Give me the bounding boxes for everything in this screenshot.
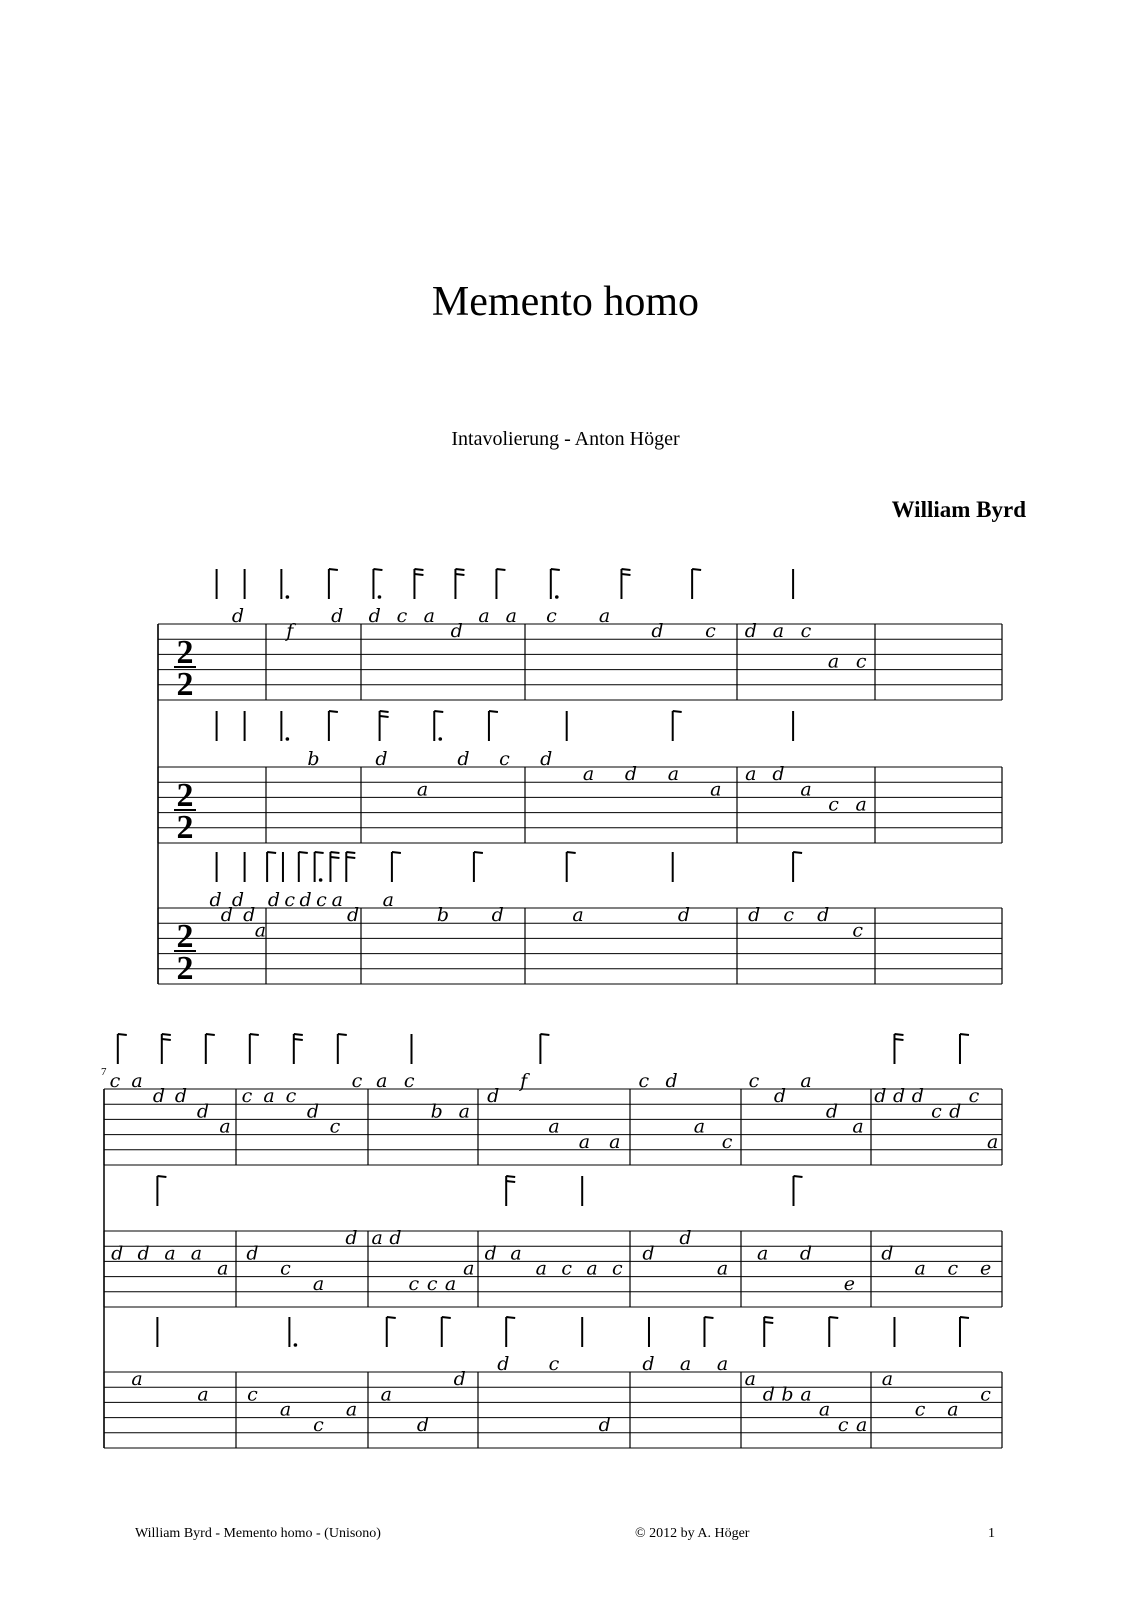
tab-letter: f	[520, 1070, 528, 1092]
tab-letter: a	[382, 889, 394, 911]
rhythm-flag	[315, 852, 324, 853]
composer-name: William Byrd	[891, 497, 1026, 522]
rhythm-flag	[380, 716, 389, 717]
tab-letter: a	[312, 1272, 325, 1295]
rhythm-flag	[455, 569, 464, 570]
tab-letter: c	[721, 1130, 733, 1153]
tab-letter: d	[911, 1085, 924, 1108]
tab-letter: d	[762, 1383, 775, 1406]
tab-letter: c	[947, 1257, 959, 1280]
tab-letter: c	[426, 1272, 438, 1295]
tab-letter: a	[217, 1257, 229, 1280]
rhythm-flag	[330, 857, 339, 858]
tab-letter: c	[313, 1413, 324, 1436]
rhythm-flag	[414, 574, 423, 575]
tab-letter: a	[710, 778, 722, 801]
tab-letter: a	[131, 1368, 143, 1391]
tab-letter: d	[450, 620, 463, 643]
tab-letter: a	[827, 650, 840, 673]
rhythm-flag	[506, 1176, 515, 1177]
tab-letter: d	[220, 904, 233, 927]
rhythm-flag	[506, 1317, 515, 1318]
rhythm-dot	[319, 878, 323, 882]
tab-letter: a	[852, 1115, 864, 1138]
tab-letter: c	[800, 620, 812, 643]
rhythm-flag	[489, 711, 498, 712]
rhythm-flag	[793, 852, 802, 853]
tab-letter: d	[267, 889, 281, 911]
tab-letter: c	[914, 1398, 926, 1421]
tab-letter: a	[423, 605, 435, 627]
tab-letter: d	[825, 1100, 839, 1123]
tab-letter: c	[408, 1272, 420, 1295]
tab-letter: a	[444, 1272, 457, 1295]
rhythm-flag	[455, 574, 464, 575]
tab-letter: d	[892, 1085, 906, 1108]
tab-letter: e	[980, 1257, 992, 1280]
tablature-staff	[104, 1317, 1002, 1448]
rhythm-flag	[894, 1034, 903, 1035]
tab-letter: d	[346, 904, 360, 927]
tab-letter: c	[837, 1413, 849, 1436]
tab-letter: c	[612, 1257, 623, 1280]
tab-letter: c	[931, 1100, 942, 1123]
tab-letter: a	[164, 1242, 176, 1265]
tablature-system	[158, 569, 1002, 987]
time-signature-lower: 2	[176, 950, 194, 987]
footer-page-number: 1	[988, 1526, 995, 1541]
tab-letter: d	[651, 620, 664, 643]
tab-letter: a	[881, 1368, 894, 1391]
tab-letter: c	[828, 793, 839, 816]
measure-number: 7	[101, 1066, 107, 1078]
tab-letter: a	[463, 1257, 475, 1280]
rhythm-flag	[442, 1317, 451, 1318]
tab-letter: a	[800, 1383, 812, 1406]
tab-letter: f	[286, 620, 294, 643]
tab-letter: a	[380, 1383, 392, 1406]
tab-letter: a	[331, 889, 343, 911]
rhythm-flag	[829, 1317, 838, 1318]
tab-letter: a	[745, 763, 757, 786]
rhythm-flag	[329, 711, 338, 712]
tab-letter: d	[642, 1353, 655, 1375]
tab-letter: a	[254, 919, 267, 942]
tab-letter: d	[598, 1413, 611, 1436]
tab-letter: a	[197, 1383, 209, 1406]
tab-letter: d	[874, 1085, 887, 1108]
tab-letter: d	[773, 1085, 787, 1108]
tab-letter: d	[457, 748, 470, 770]
rhythm-dot	[286, 595, 290, 599]
tab-letter: c	[241, 1085, 253, 1108]
tab-letter: a	[582, 763, 595, 786]
time-signature-upper: 2	[176, 918, 194, 955]
tab-letter: d	[453, 1368, 466, 1391]
arranger-credit: Intavolierung - Anton Höger	[451, 428, 680, 450]
tablature-staff	[158, 711, 1002, 846]
tab-letter: c	[499, 748, 510, 770]
footer-piece-info: William Byrd - Memento homo - (Unisono)	[135, 1526, 381, 1541]
tablature-staff	[104, 1034, 1002, 1165]
tab-letter: d	[231, 889, 245, 911]
tab-letter: c	[855, 650, 867, 673]
rhythm-dot	[555, 595, 559, 599]
tab-letter: c	[351, 1070, 363, 1092]
tab-letter: a	[548, 1115, 560, 1138]
footer-copyright: © 2012 by A. Höger	[635, 1526, 750, 1541]
tab-letter: a	[947, 1398, 959, 1421]
tab-letter: a	[131, 1070, 143, 1092]
tab-letter: d	[744, 620, 757, 643]
rhythm-flag	[162, 1034, 171, 1035]
tab-letter: a	[416, 778, 429, 801]
tab-letter: a	[535, 1257, 547, 1280]
tab-letter: a	[279, 1398, 292, 1421]
tab-letter: c	[980, 1383, 991, 1406]
tab-letter: d	[817, 904, 830, 927]
tablature-system	[101, 1034, 1002, 1448]
tab-letter: d	[416, 1413, 430, 1436]
rhythm-flag	[346, 852, 355, 853]
rhythm-flag	[387, 1317, 396, 1318]
tab-letter: a	[800, 1070, 812, 1092]
tab-letter: c	[968, 1085, 980, 1108]
tab-letter: c	[852, 919, 864, 942]
rhythm-flag	[346, 857, 355, 858]
rhythm-flag	[162, 1039, 171, 1040]
rhythm-flag	[250, 1034, 259, 1035]
rhythm-flag	[294, 1034, 303, 1035]
tab-letter: c	[548, 1353, 560, 1375]
rhythm-flag	[380, 711, 389, 712]
time-signature-lower: 2	[176, 666, 194, 703]
tab-letter: d	[231, 605, 245, 627]
tab-letter: a	[800, 778, 812, 801]
rhythm-flag	[764, 1317, 773, 1318]
tab-letter: a	[478, 605, 490, 627]
tab-letter: d	[772, 763, 785, 786]
tab-letter: d	[368, 605, 381, 627]
tab-letter: c	[561, 1257, 572, 1280]
tab-letter: d	[677, 904, 691, 927]
rhythm-flag	[894, 1039, 903, 1040]
tab-letter: a	[744, 1368, 756, 1391]
tab-letter: d	[484, 1242, 497, 1265]
tab-letter: d	[389, 1227, 402, 1250]
tab-letter: d	[209, 889, 222, 911]
time-signature-lower: 2	[176, 809, 194, 846]
rhythm-flag	[294, 1039, 303, 1040]
tab-letter: a	[510, 1242, 522, 1265]
tab-letter: d	[152, 1085, 166, 1108]
rhythm-flag	[704, 1317, 713, 1318]
tablature-staff	[104, 1176, 1002, 1307]
rhythm-flag	[621, 569, 630, 570]
tab-letter: c	[109, 1070, 121, 1092]
tab-letter: d	[375, 748, 388, 770]
tab-letter: d	[881, 1242, 894, 1265]
tab-letter: d	[306, 1100, 320, 1123]
tab-letter: c	[638, 1070, 650, 1092]
tab-letter: a	[458, 1100, 470, 1123]
rhythm-flag	[540, 1034, 549, 1035]
tab-letter: a	[716, 1353, 729, 1375]
tablature-staff	[158, 569, 1002, 703]
tab-letter: d	[540, 748, 553, 770]
tab-letter: c	[316, 889, 327, 911]
rhythm-dot	[294, 1343, 298, 1347]
time-signature-upper: 2	[176, 634, 194, 671]
rhythm-flag	[267, 852, 276, 853]
tab-letter: d	[949, 1100, 962, 1123]
tab-letter: a	[609, 1130, 621, 1153]
tab-letter: b	[430, 1100, 443, 1123]
tab-letter: a	[219, 1115, 231, 1138]
tab-letter: c	[546, 605, 557, 627]
rhythm-flag	[567, 852, 576, 853]
rhythm-flag	[434, 711, 443, 712]
tab-letter: a	[598, 605, 611, 627]
rhythm-flag	[157, 1176, 166, 1177]
tab-letter: a	[667, 763, 680, 786]
rhythm-flag	[496, 569, 505, 570]
rhythm-flag	[692, 569, 701, 570]
rhythm-flag	[373, 569, 382, 570]
tab-letter: a	[578, 1130, 591, 1153]
tab-letter: d	[331, 605, 344, 627]
rhythm-flag	[960, 1034, 969, 1035]
rhythm-flag	[206, 1034, 215, 1035]
tab-letter: a	[505, 605, 517, 627]
tab-letter: a	[818, 1398, 831, 1421]
tab-letter: a	[914, 1257, 926, 1280]
tab-letter: d	[345, 1227, 358, 1250]
tab-letter: a	[263, 1085, 275, 1108]
tab-letter: d	[111, 1242, 124, 1265]
tab-letter: a	[716, 1257, 729, 1280]
tab-letter: a	[586, 1257, 598, 1280]
tab-letter: a	[757, 1242, 769, 1265]
rhythm-dot	[286, 737, 290, 741]
tab-letter: d	[679, 1227, 692, 1250]
tab-letter: d	[174, 1085, 188, 1108]
time-signature-upper: 2	[176, 777, 194, 814]
rhythm-flag	[338, 1034, 347, 1035]
tab-letter: c	[329, 1115, 341, 1138]
rhythm-flag	[474, 852, 483, 853]
tab-letter: d	[196, 1100, 210, 1123]
tab-letter: d	[491, 904, 504, 927]
tab-letter: e	[843, 1272, 855, 1295]
tab-letter: b	[307, 748, 320, 770]
tab-letter: c	[285, 1085, 297, 1108]
tab-letter: d	[748, 904, 761, 927]
rhythm-flag	[960, 1317, 969, 1318]
tab-letter: c	[748, 1070, 760, 1092]
tab-letter: d	[243, 904, 256, 927]
tab-letter: a	[986, 1130, 999, 1153]
rhythm-flag	[764, 1322, 773, 1323]
tab-letter: d	[299, 889, 312, 911]
rhythm-flag	[392, 852, 401, 853]
tab-letter: a	[190, 1242, 203, 1265]
tab-letter: a	[345, 1398, 358, 1421]
tab-letter: a	[376, 1070, 388, 1092]
tab-letter: a	[856, 1413, 868, 1436]
tab-letter: a	[772, 620, 785, 643]
tab-letter: d	[487, 1085, 500, 1108]
rhythm-dot	[438, 737, 442, 741]
rhythm-dot	[378, 595, 382, 599]
rhythm-flag	[330, 852, 339, 853]
rhythm-flag	[506, 1181, 515, 1182]
rhythm-flag	[329, 569, 338, 570]
rhythm-flag	[673, 711, 682, 712]
tab-letter: c	[280, 1257, 291, 1280]
tab-letter: d	[137, 1242, 150, 1265]
tab-letter: d	[497, 1353, 510, 1375]
tab-letter: c	[783, 904, 795, 927]
tab-letter: a	[371, 1227, 383, 1250]
rhythm-flag	[551, 569, 560, 570]
tab-letter: b	[781, 1383, 794, 1406]
rhythm-flag	[414, 569, 423, 570]
tab-letter: b	[436, 904, 450, 927]
tab-letter: d	[246, 1242, 259, 1265]
tablature-staff	[158, 852, 1002, 987]
tab-letter: c	[403, 1070, 415, 1092]
tab-letter: d	[624, 763, 638, 786]
rhythm-flag	[794, 1176, 803, 1177]
rhythm-flag	[118, 1034, 127, 1035]
tab-letter: a	[693, 1115, 706, 1138]
tab-letter: c	[705, 620, 716, 643]
tab-letter: d	[665, 1070, 678, 1092]
tab-letter: a	[572, 904, 584, 927]
tab-letter: a	[679, 1353, 692, 1375]
rhythm-flag	[621, 574, 630, 575]
tab-letter: c	[247, 1383, 258, 1406]
tab-letter: c	[284, 889, 296, 911]
tab-letter: c	[396, 605, 408, 627]
tab-letter: d	[799, 1242, 813, 1265]
tab-letter: a	[855, 793, 867, 816]
piece-title: Memento homo	[431, 279, 700, 325]
rhythm-flag	[299, 852, 308, 853]
tab-letter: d	[642, 1242, 655, 1265]
